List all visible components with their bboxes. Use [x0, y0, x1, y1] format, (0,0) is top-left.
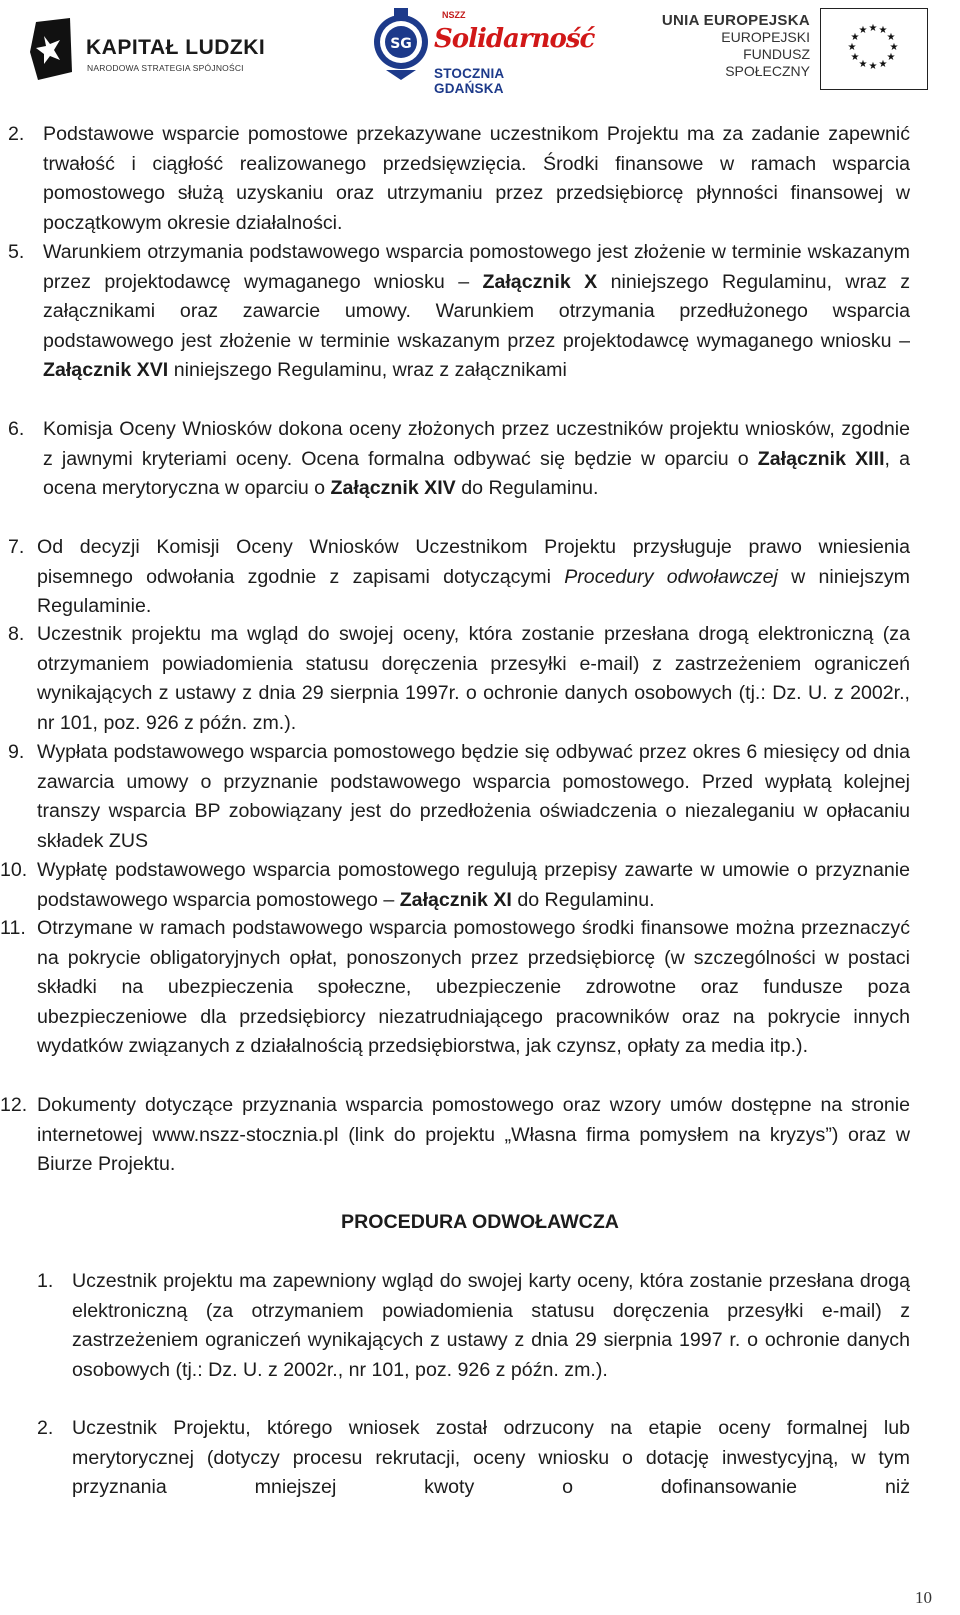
page-number: 10: [915, 1588, 932, 1607]
item-number: 2.: [37, 1417, 54, 1439]
item-number: 6.: [8, 418, 25, 440]
attachment-ref: Załącznik XIII: [757, 447, 885, 470]
item-text-part: do Regulaminu.: [455, 477, 599, 500]
item-text: [43, 415, 910, 504]
svg-text:★: ★: [850, 52, 860, 63]
list-item: [0, 738, 960, 858]
kapital-ludzki-emblem-icon: [30, 18, 74, 82]
item-text-part: Komisja Oceny Wniosków dokona oceny złożonych przez uczestników projektu wniosków, zgodnie z jawnymi kryteriami oceny. Ocena formalna odbywać się będzie w oparciu o: [43, 418, 910, 470]
item-text-part: Warunkiem otrzymania podstawowego wsparcia pomostowego jest złożenie w terminie wskazanym przez projektodawcę wymaganego wniosku –: [43, 241, 910, 293]
item-text: [37, 914, 910, 1062]
item-number: 10.: [0, 859, 28, 881]
eu-stars-icon: [821, 9, 926, 88]
item-text-part: Wypłata podstawowego wsparcia pomostowego będzie się odbywać przez okres 6 miesięcy od dnia zawarcia umowy o przyznanie podstawowego wsparcia pomostowego. Przed wypłatą kolejnej transzy wsparcia BP zobowiązany jest do przedłożenia oświadczenia o niezaleganiu w opłacaniu składek ZUS: [37, 741, 910, 852]
eu-flag-icon: [820, 8, 928, 90]
item-number: 11.: [0, 917, 26, 939]
item-text-part: Uczestnik Projektu, którego wniosek został odrzucony na etapie oceny formalnej lub merytorycznej (dotyczy procesu rekrutacji, oceny wniosku o dotację inwestycyjną, w tym przyznania mniejszej kwoty o dofinansowanie niż: [72, 1417, 910, 1499]
list-item: [0, 914, 960, 1094]
attachment-ref: Załącznik XIV: [330, 477, 456, 500]
item-text-part: niniejszego Regulaminu, wraz z załącznikami oraz zawarcie umowy. Warunkiem otrzymania przedłużonego wsparcia podstawowego jest złożenie w terminie wskazanym przez projektodawcę wymaganego wniosku –: [43, 270, 910, 352]
item-text: [37, 1091, 910, 1180]
item-number: 12.: [0, 1094, 28, 1116]
item-text: [43, 120, 910, 238]
svg-text:★: ★: [868, 61, 878, 72]
svg-text:★: ★: [878, 59, 888, 70]
item-number: 5.: [8, 241, 25, 263]
item-number: 9.: [8, 741, 25, 763]
svg-text:★: ★: [878, 25, 888, 36]
list-item: [0, 415, 960, 535]
list-item: [0, 620, 960, 740]
section-heading: PROCEDURA ODWOŁAWCZA: [341, 1211, 619, 1233]
item-text-part: Uczestnik projektu ma zapewniony wgląd do swojej karty oceny, która zostanie przesłana drogą elektroniczną (za otrzymaniem powiadomienia statusu doręczenia przesyłki e-mail) z zastrzeżeniem ograniczeń wynikających z ustawy z dnia 29 sierpnia 1997 r. o ochronie danych osobowych (tj.: Dz. U. z 2002r., nr 101, poz. 926 z późn. zm.).: [72, 1270, 910, 1381]
svg-text:★: ★: [858, 25, 868, 36]
list-item: [0, 533, 960, 623]
item-number: 7.: [8, 536, 25, 558]
attachment-ref: Załącznik X: [482, 270, 598, 293]
item-text-part: do Regulaminu.: [511, 888, 655, 911]
eu-line3: FUNDUSZ SPOŁECZNY: [725, 46, 810, 79]
item-number: 2.: [8, 123, 25, 145]
solidarnosc-wordmark: Solidarność: [434, 24, 595, 54]
svg-text:SG: SG: [390, 36, 412, 52]
item-text: [37, 533, 910, 622]
item-number: 8.: [8, 623, 25, 645]
eu-text-block: [660, 12, 810, 80]
item-text-part: Wypłatę podstawowego wsparcia pomostowego regulują przepisy zawarte w umowie o przyznanie podstawowego wsparcia pomostowego –: [37, 859, 910, 911]
item-text: [37, 856, 910, 915]
list-item: [0, 238, 960, 418]
item-text-part: Podstawowe wsparcie pomostowe przekazywane uczestnikom Projektu ma za zadanie zapewnić trwałość i ciągłość realizowanego przedsięwzięcia. Środki finansowe w ramach wsparcia pomostowego służą uzyskaniu oraz utrzymaniu przez przedsiębiorcę płynności finansowej w początkowym okresie działalności.: [43, 123, 910, 234]
svg-text:★: ★: [886, 52, 896, 63]
stocznia-label: STOCZNIA GDAŃSKA: [434, 66, 504, 96]
svg-text:★: ★: [886, 32, 896, 43]
item-text: [37, 620, 910, 738]
svg-text:★: ★: [847, 42, 857, 53]
kapital-ludzki-title: KAPITAŁ LUDZKI: [86, 36, 266, 59]
item-text-part: niniejszego Regulaminu, wraz z załącznikami: [168, 359, 567, 382]
attachment-ref: Załącznik XVI: [43, 359, 169, 382]
svg-text:★: ★: [850, 32, 860, 43]
eu-title: UNIA EUROPEJSKA: [661, 12, 810, 29]
item-text-part: Uczestnik projektu ma wgląd do swojej oceny, która zostanie przesłana drogą elektroniczną (za otrzymaniem powiadomienia statusu doręczenia przesyłki e-mail) z zastrzeżeniem ograniczeń wynikających z ustawy z dnia 29 sierpnia 1997r. o ochronie danych osobowych (tj.: Dz. U. z 2002r., nr 101, poz. 926 z późn. zm.).: [37, 623, 910, 734]
item-text-part: Dokumenty dotyczące przyznania wsparcia pomostowego oraz wzory umów dostępne na stronie internetowej www.nszz-stocznia.pl (link do projektu „Własna firma pomysłem na kryzys”) oraz w Biurze Projektu.: [37, 1094, 910, 1176]
item-text-part: w niniejszym Regulaminie.: [37, 565, 910, 618]
eu-line2: EUROPEJSKI: [721, 29, 810, 45]
item-text: [72, 1414, 910, 1503]
procedure-ref: Procedury odwoławczej: [564, 565, 778, 588]
svg-text:★: ★: [858, 59, 868, 70]
svg-text:★: ★: [868, 23, 878, 34]
attachment-ref: Załącznik XI: [399, 888, 512, 911]
list-item: [0, 1091, 960, 1181]
list-item: [0, 856, 960, 916]
solidarnosc-logo: [372, 8, 595, 96]
item-text: [37, 738, 910, 856]
svg-text:★: ★: [889, 42, 899, 53]
list-item: [0, 120, 960, 240]
kapital-ludzki-logo: [30, 18, 290, 88]
header-logos: [0, 0, 960, 100]
nszz-label: NSZZ: [442, 10, 466, 20]
kapital-ludzki-subtitle: NARODOWA STRATEGIA SPÓJNOŚCI: [87, 63, 244, 73]
item-text-part: , a ocena merytoryczna w oparciu o: [43, 447, 910, 500]
item-text: [72, 1267, 910, 1385]
procedure-item: [0, 1414, 960, 1514]
item-number: 1.: [37, 1270, 54, 1292]
procedure-item: [0, 1267, 960, 1417]
item-text-part: Otrzymane w ramach podstawowego wsparcia pomostowego środki finansowe można przeznaczyć na pokrycie obligatoryjnych opłat, ponoszonych przez przedsiębiorcę (w szczególności w postaci składki na ubezpieczenia społeczne, ubezpieczenie zdrowotne oraz fundusze poza ubezpieczeniowe dla przedsiębiorcy niezatrudniającego pracowników oraz na pokrycie innych wydatków związanych z działalnością przedsiębiorstwa, jak czynsz, opłaty za media itp.).: [37, 917, 910, 1058]
item-text: [43, 238, 910, 386]
item-text-part: Od decyzji Komisji Oceny Wniosków Uczestnikom Projektu przysługuje prawo wniesienia pisemnego odwołania zgodnie z zapisami dotyczącymi: [37, 536, 910, 588]
stocznia-seal-icon: [372, 8, 430, 82]
